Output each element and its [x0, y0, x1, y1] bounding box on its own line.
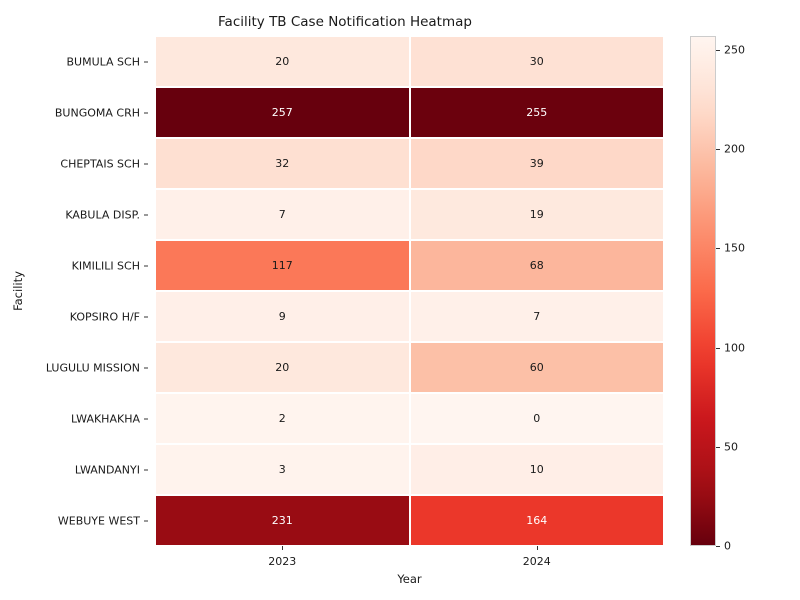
- y-axis-tick-label: BUNGOMA CRH: [54, 106, 140, 119]
- y-axis-tick: [144, 214, 148, 215]
- heatmap-cell-value: 9: [278, 310, 286, 323]
- heatmap-cell-value: 20: [275, 361, 290, 374]
- heatmap-row: [155, 444, 664, 495]
- y-axis-tick: [144, 265, 148, 266]
- heatmap-cell: [155, 138, 410, 189]
- y-axis-tick: [144, 418, 148, 419]
- heatmap-cell-value: 60: [529, 361, 544, 374]
- heatmap-cell-value: 257: [271, 106, 293, 119]
- y-axis-tick-label: BUMULA SCH: [66, 55, 140, 68]
- heatmap-cell: [410, 291, 665, 342]
- heatmap-cell-value: 32: [275, 157, 290, 170]
- heatmap-cell: [155, 87, 410, 138]
- heatmap-row: [155, 240, 664, 291]
- y-axis-tick: [144, 520, 148, 521]
- y-axis-tick-label: CHEPTAIS SCH: [60, 157, 140, 170]
- x-axis-tick-label: 2024: [522, 555, 551, 568]
- colorbar-tick-label: 200: [724, 142, 745, 156]
- heatmap-cell-value: 68: [529, 259, 544, 272]
- heatmap-cell: [155, 291, 410, 342]
- heatmap-row: [155, 87, 664, 138]
- y-axis-tick: [144, 367, 148, 368]
- x-axis-tick: [537, 546, 538, 550]
- heatmap-row: [155, 138, 664, 189]
- heatmap-cell: [155, 189, 410, 240]
- heatmap-cell: [155, 444, 410, 495]
- heatmap-row: [155, 495, 664, 546]
- heatmap-cell-value: 30: [529, 55, 544, 68]
- heatmap-cell: [155, 393, 410, 444]
- colorbar: [690, 36, 790, 553]
- heatmap-row: [155, 342, 664, 393]
- heatmap-cell-value: 164: [526, 514, 548, 527]
- heatmap-cell-value: 0: [533, 412, 541, 425]
- heatmap-cell-value: 19: [529, 208, 544, 221]
- colorbar-tick: [716, 348, 720, 349]
- heatmap-cell-value: 7: [278, 208, 286, 221]
- y-axis-tick-label: KIMILILI SCH: [71, 259, 140, 272]
- heatmap-cell: [410, 444, 665, 495]
- chart-title: Facility TB Case Notification Heatmap: [218, 14, 472, 30]
- colorbar-tick: [716, 149, 720, 150]
- x-axis-tick-label: 2023: [268, 555, 297, 568]
- heatmap-cell-value: 3: [278, 463, 286, 476]
- colorbar-tick: [716, 50, 720, 51]
- colorbar-tick: [716, 447, 720, 448]
- y-axis-tick-label: LUGULU MISSION: [45, 361, 140, 374]
- y-axis-tick-label: KOPSIRO H/F: [69, 310, 140, 323]
- y-axis-tick: [144, 316, 148, 317]
- heatmap-cell: [410, 495, 665, 546]
- y-axis-tick-label: WEBUYE WEST: [57, 514, 140, 527]
- colorbar-gradient: [690, 36, 716, 546]
- heatmap-cell: [410, 138, 665, 189]
- y-axis-tick: [144, 163, 148, 164]
- heatmap-cell: [410, 342, 665, 393]
- heatmap-cell: [410, 87, 665, 138]
- x-axis-labels: [155, 546, 664, 572]
- heatmap-cell: [410, 189, 665, 240]
- colorbar-tick: [716, 546, 720, 547]
- heatmap-cell: [410, 240, 665, 291]
- heatmap-row: [155, 36, 664, 87]
- y-axis-tick: [144, 469, 148, 470]
- y-axis-tick-label: KABULA DISP.: [65, 208, 140, 221]
- heatmap-row: [155, 189, 664, 240]
- heatmap-cell-value: 39: [529, 157, 544, 170]
- colorbar-tick-label: 150: [724, 241, 745, 255]
- heatmap-cell-value: 7: [533, 310, 541, 323]
- heatmap-row: [155, 291, 664, 342]
- y-axis-tick: [144, 61, 148, 62]
- x-axis-title: Year: [397, 572, 422, 586]
- heatmap-cell-value: 2: [278, 412, 286, 425]
- heatmap-cell-value: 117: [271, 259, 293, 272]
- y-axis-tick-label: LWANDANYI: [74, 463, 140, 476]
- colorbar-tick-label: 0: [724, 539, 731, 553]
- heatmap-cell: [155, 342, 410, 393]
- y-axis-title: Facility: [11, 271, 25, 311]
- colorbar-tick-label: 100: [724, 341, 745, 355]
- heatmap-cell-value: 231: [271, 514, 293, 527]
- heatmap-cell-value: 10: [529, 463, 544, 476]
- heatmap-cell-value: 255: [526, 106, 548, 119]
- colorbar-tick: [716, 248, 720, 249]
- colorbar-tick-label: 250: [724, 43, 745, 57]
- heatmap-cell: [410, 36, 665, 87]
- heatmap-cell: [410, 393, 665, 444]
- heatmap-cells: [155, 36, 664, 546]
- y-axis-tick: [144, 112, 148, 113]
- heatmap-row: [155, 393, 664, 444]
- y-axis-tick-label: LWAKHAKHA: [71, 412, 140, 425]
- y-axis-labels: [0, 36, 148, 546]
- heatmap-cell: [155, 36, 410, 87]
- heatmap-cell: [155, 495, 410, 546]
- x-axis-tick: [282, 546, 283, 550]
- colorbar-tick-label: 50: [724, 440, 738, 454]
- heatmap-cell: [155, 240, 410, 291]
- heatmap-cell-value: 20: [275, 55, 290, 68]
